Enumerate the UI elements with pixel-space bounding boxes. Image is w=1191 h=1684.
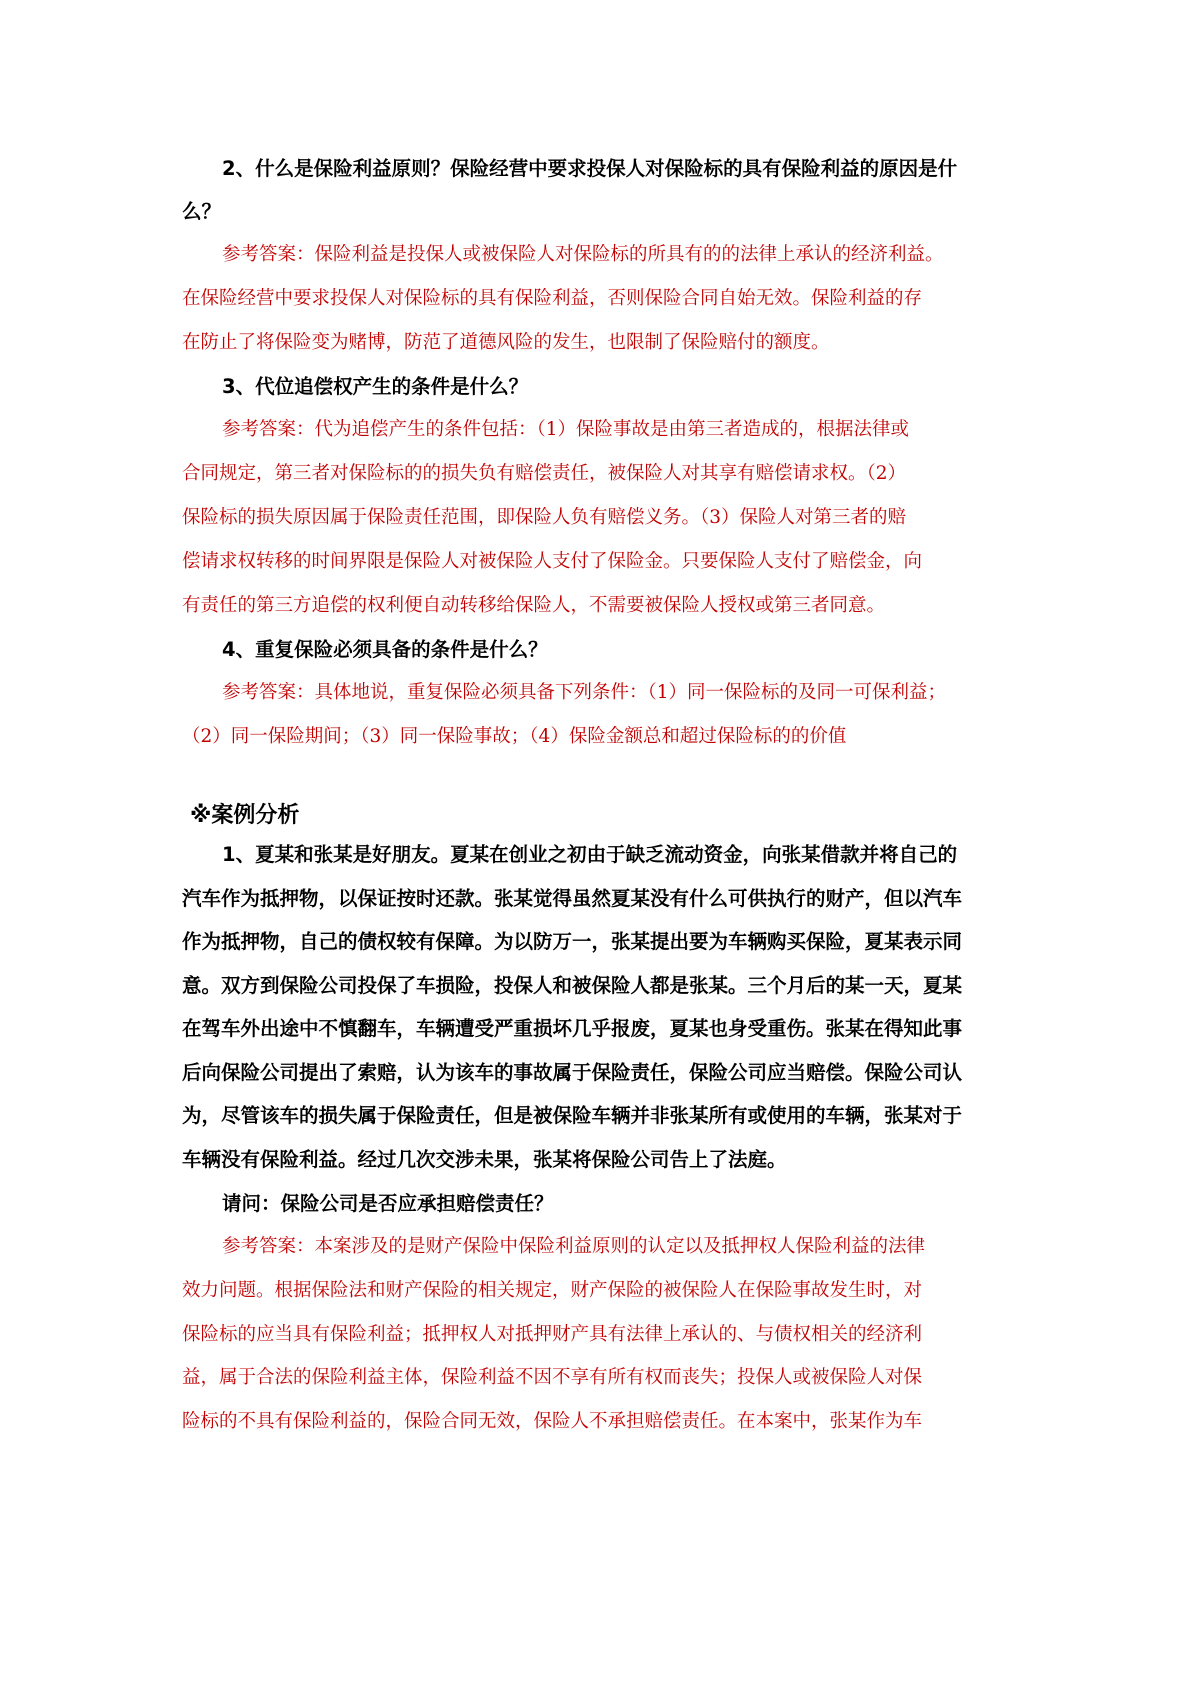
question-3-line-1: 3、代位追偿权产生的条件是什么？ [222, 375, 529, 398]
case-analysis-title: ※案例分析 [190, 803, 300, 828]
answer-2-line-1: 参考答案：保险利益是投保人或被保险人对保险标的所具有的的法律上承认的经济利益。 [222, 244, 944, 265]
case-1-line-6: 后向保险公司提出了索赔，认为该车的事故属于保险责任，保险公司应当赔偿。保险公司认 [182, 1061, 963, 1084]
answer-4-line-1: 参考答案：具体地说，重复保险必须具备下列条件：（1）同一保险标的及同一可保利益； [222, 682, 947, 703]
case-1-answer-line-3: 保险标的应当具有保险利益；抵押权人对抵押财产具有法律上承认的、与债权相关的经济利 [182, 1324, 923, 1345]
question-4-line-1: 4、重复保险必须具备的条件是什么？ [222, 638, 548, 661]
question-2-line-2: 么？ [182, 200, 222, 223]
case-1-line-7: 为，尽管该车的损失属于保险责任，但是被保险车辆并非张某所有或使用的车辆，张某对于 [182, 1104, 963, 1127]
answer-3-line-5: 有责任的第三方追偿的权利便自动转移给保险人，不需要被保险人授权或第三者同意。 [182, 595, 886, 616]
case-1-answer-line-1: 参考答案：本案涉及的是财产保险中保险利益原则的认定以及抵押权人保险利益的法律 [222, 1236, 926, 1257]
answer-2-line-3: 在防止了将保险变为赌博，防范了道德风险的发生，也限制了保险赔付的额度。 [182, 332, 830, 353]
case-1-line-1: 1、夏某和张某是好朋友。夏某在创业之初由于缺乏流动资金，向张某借款并将自己的 [222, 843, 958, 866]
case-1-question: 请问：保险公司是否应承担赔偿责任？ [222, 1192, 554, 1215]
case-1-line-8: 车辆没有保险利益。经过几次交涉未果，张某将保险公司告上了法庭。 [182, 1148, 787, 1171]
case-1-line-4: 意。双方到保险公司投保了车损险，投保人和被保险人都是张某。三个月后的某一天，夏某 [182, 974, 963, 997]
answer-4-line-2: （2）同一保险期间；（3）同一保险事故；（4）保险金额总和超过保险标的的价值 [182, 726, 847, 747]
answer-2-line-2: 在保险经营中要求投保人对保险标的具有保险利益，否则保险合同自始无效。保险利益的存 [182, 288, 923, 309]
answer-3-line-4: 偿请求权转移的时间界限是保险人对被保险人支付了保险金。只要保险人支付了赔偿金，向 [182, 551, 923, 572]
question-2-line-1: 2、什么是保险利益原则？保险经营中要求投保人对保险标的具有保险利益的原因是什 [222, 157, 958, 180]
answer-3-line-2: 合同规定，第三者对保险标的的损失负有赔偿责任，被保险人对其享有赔偿请求权。（2） [182, 463, 907, 484]
case-1-answer-line-2: 效力问题。根据保险法和财产保险的相关规定，财产保险的被保险人在保险事故发生时，对 [182, 1280, 923, 1301]
case-1-answer-line-4: 益，属于合法的保险利益主体，保险利益不因不享有所有权而丧失；投保人或被保险人对保 [182, 1367, 923, 1388]
case-1-line-5: 在驾车外出途中不慎翻车，车辆遭受严重损坏几乎报废，夏某也身受重伤。张某在得知此事 [182, 1017, 963, 1040]
answer-3-line-1: 参考答案：代为追偿产生的条件包括：（1）保险事故是由第三者造成的，根据法律或 [222, 419, 910, 440]
answer-3-line-3: 保险标的损失原因属于保险责任范围，即保险人负有赔偿义务。（3）保险人对第三者的赔 [182, 507, 907, 528]
case-1-line-2: 汽车作为抵押物，以保证按时还款。张某觉得虽然夏某没有什么可供执行的财产，但以汽车 [182, 887, 963, 910]
case-1-answer-line-5: 险标的不具有保险利益的，保险合同无效，保险人不承担赔偿责任。在本案中，张某作为车 [182, 1411, 923, 1432]
case-1-line-3: 作为抵押物，自己的债权较有保障。为以防万一，张某提出要为车辆购买保险，夏某表示同 [182, 930, 963, 953]
